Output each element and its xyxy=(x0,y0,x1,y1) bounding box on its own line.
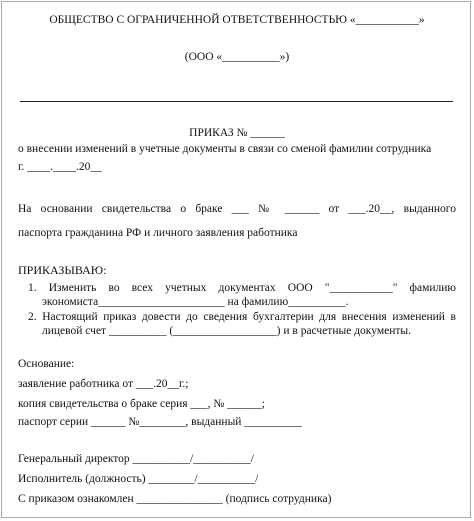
divider-line xyxy=(20,101,453,102)
grounds-line-1: заявление работника от ___.20__г.; xyxy=(18,378,189,390)
order-heading: ПРИКАЗЫВАЮ: xyxy=(18,263,107,277)
order-item-2-line-1: 2. Настоящий приказ довести до сведения бухгалтерии для внесения изменений в xyxy=(28,311,456,323)
order-item-2-line-2: лицевой счет __________ (__________________) и в расчетные документы. xyxy=(42,325,411,337)
signature-acquainted: С приказом ознакомлен _______________ (подпись сотрудника) xyxy=(18,493,332,505)
signature-executor: Исполнитель (должность) ________/__________/ xyxy=(18,473,259,485)
document-border xyxy=(1,1,471,518)
basis-line-2: паспорта гражданина РФ и личного заявления работника xyxy=(18,227,298,239)
order-title: ПРИКАЗ № ______ xyxy=(189,127,285,139)
order-date: г. ____.____.20__ xyxy=(18,161,102,173)
company-name: ОБЩЕСТВО С ОГРАНИЧЕННОЙ ОТВЕТСТВЕННОСТЬЮ «___________» xyxy=(49,14,425,26)
order-item-1-line-1: 1. Изменить во всех учетных документах ООО "___________" фамилию xyxy=(28,282,456,294)
grounds-line-2: копия свидетельства о браке серия ___, № ______; xyxy=(18,398,265,410)
grounds-line-3: паспорт серии ______ №________, выданный __________ xyxy=(18,416,302,428)
order-item-1-line-2: экономиста______________________ на фамилию__________. xyxy=(42,296,349,308)
basis-line-1: На основании свидетельства о браке ___ № ______ от ___.20__, выданного xyxy=(18,203,456,215)
grounds-heading: Основание: xyxy=(18,358,75,370)
company-short-name: (ООО «__________») xyxy=(184,51,290,63)
order-subject: о внесении изменений в учетные документы в связи со сменой фамилии сотрудника xyxy=(18,143,432,155)
signature-director: Генеральный директор __________/__________/ xyxy=(18,453,254,465)
